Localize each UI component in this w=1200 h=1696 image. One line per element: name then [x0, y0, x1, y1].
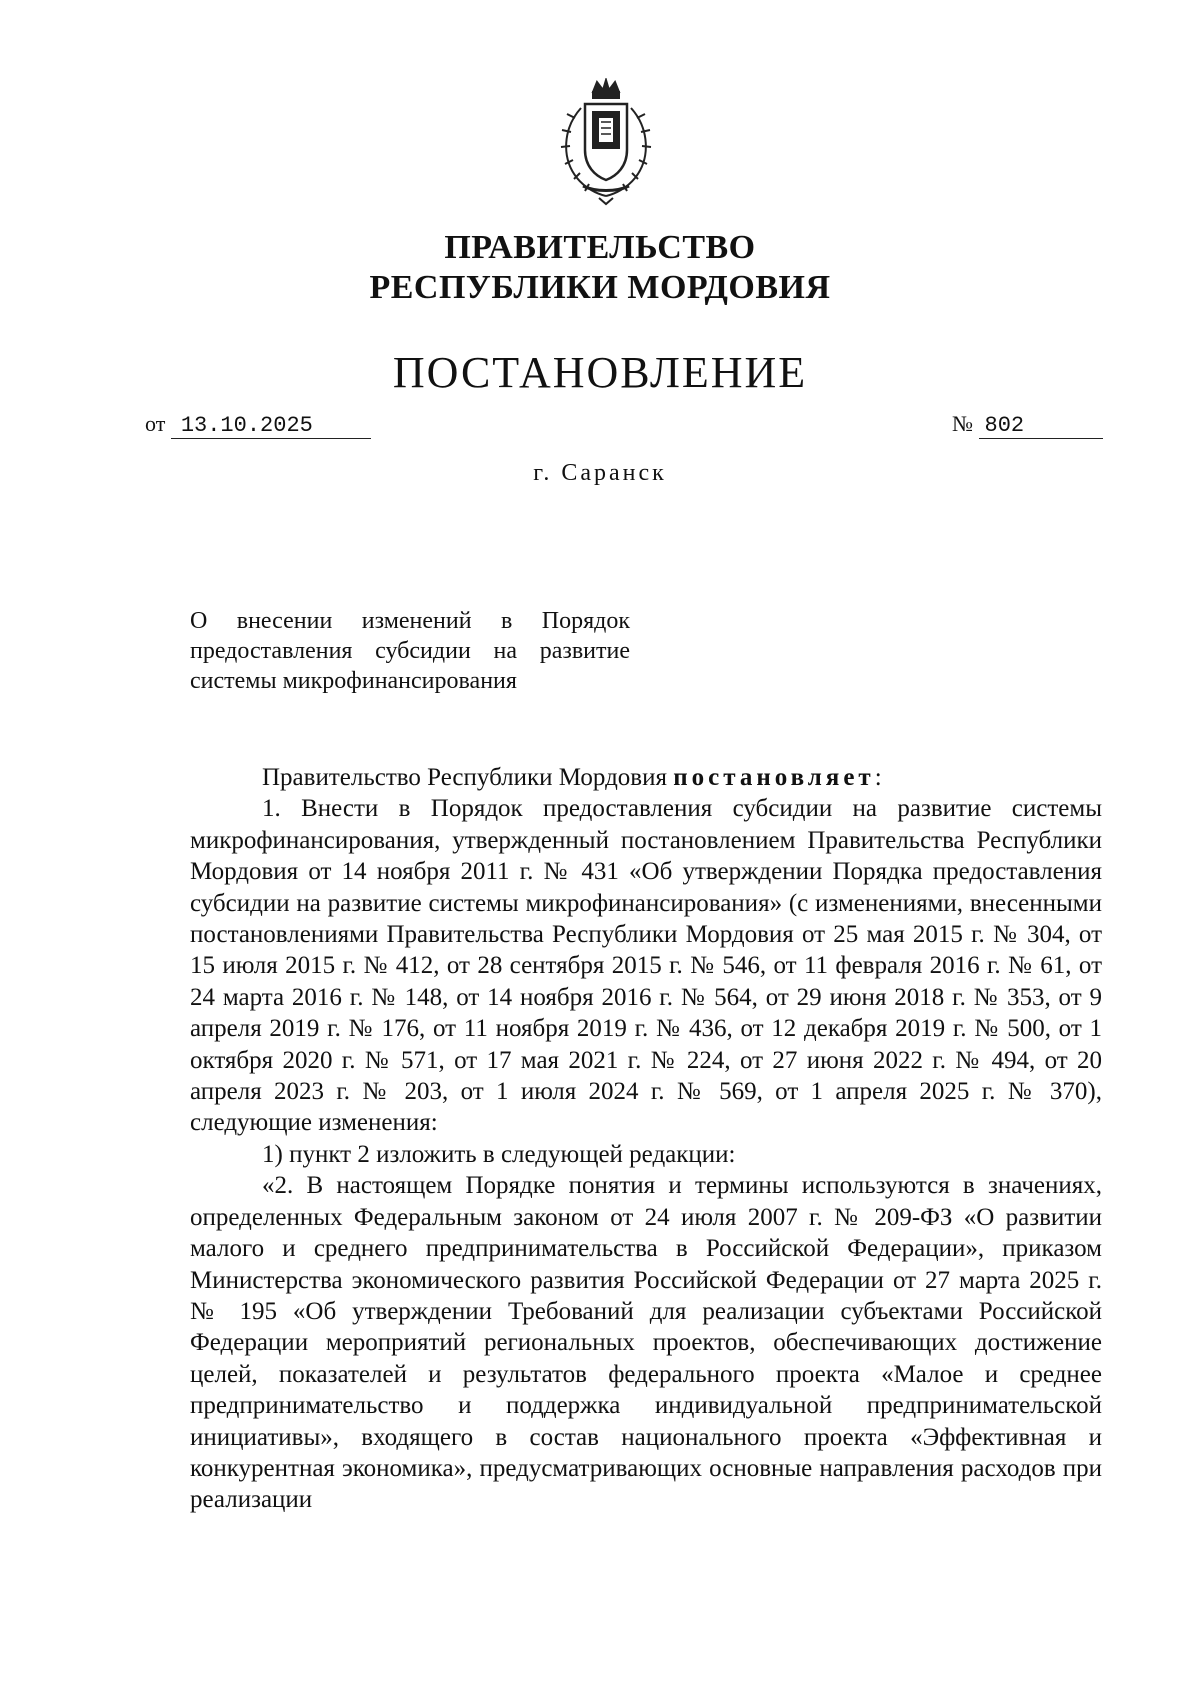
subitem-1: 1) пункт 2 изложить в следующей редакции:: [262, 1140, 736, 1168]
document-body: [190, 762, 1102, 1516]
number-field: [952, 410, 1103, 439]
document-subject: О внесении изменений в Порядок предоставления субсидии на развитие системы микрофинансирования: [190, 608, 630, 694]
item-1: 1. Внести в Порядок предоставления субсидии на развитие системы микрофинансирования, утвержденный постановлением Правительства Республики Мордовия от 14 ноября 2011 г. № 431 «Об утверждении Порядка предоставления субсидии на развитие системы микрофинансирования» (с изменениями, внесенными постановлениями Правительства Республики Мордовия от 25 мая 2015 г. № 304, от 15 июля 2015 г. № 412, от 28 сентября 2015 г. № 546, от 11 февраля 2016 г. № 61, от 24 марта 2016 г. № 148, от 14 ноября 2016 г. № 564, от 29 июня 2018 г. № 353, от 9 апреля 2019 г. № 176, от 11 ноября 2019 г. № 436, от 12 декабря 2019 г. № 500, от 1 октября 2020 г. № 571, от 17 мая 2021 г. № 224, от 27 июня 2022 г. № 494, от 20 апреля 2023 г. № 203, от 1 июля 2024 г. № 569, от 1 апреля 2025 г. № 370), следующие изменения:: [190, 795, 1102, 1137]
preamble-end: :: [874, 764, 882, 791]
quoted-paragraph: «2. В настоящем Порядке понятия и термины используются в значениях, определенных Федеральным законом от 24 июля 2007 г. № 209-ФЗ «О развитии малого и среднего предпринимательства в Российской Федерации», приказом Министерства экономического развития Российской Федерации от 27 марта 2025 г. № 195 «Об утверждении Требований для реализации субъектами Российской Федерации мероприятий региональных проектов, обеспечивающих достижение целей, показателей и результатов федерального проекта «Малое и среднее предпринимательство и поддержка индивидуальной предпринимательской инициативы», входящего в состав национального проекта «Эффективная и конкурентная экономика», предусматривающих основные направления расходов при реализации: [190, 1172, 1102, 1514]
preamble: [190, 762, 1102, 793]
date-value: 13.10.2025: [171, 414, 371, 439]
government-name: [0, 228, 1200, 308]
preamble-keyword: постановляет: [673, 764, 875, 791]
number-prefix: №: [952, 411, 973, 436]
preamble-text: Правительство Республики Мордовия: [262, 764, 674, 791]
city: г. Саранск: [533, 460, 667, 486]
government-name-line2: РЕСПУБЛИКИ МОРДОВИЯ: [369, 269, 831, 306]
date-field: [145, 410, 371, 439]
coat-of-arms-icon: [553, 78, 659, 206]
document-type: ПОСТАНОВЛЕНИЕ: [392, 348, 808, 397]
date-prefix: от: [145, 411, 166, 436]
number-value: 802: [979, 414, 1103, 439]
government-name-line1: ПРАВИТЕЛЬСТВО: [444, 229, 756, 266]
